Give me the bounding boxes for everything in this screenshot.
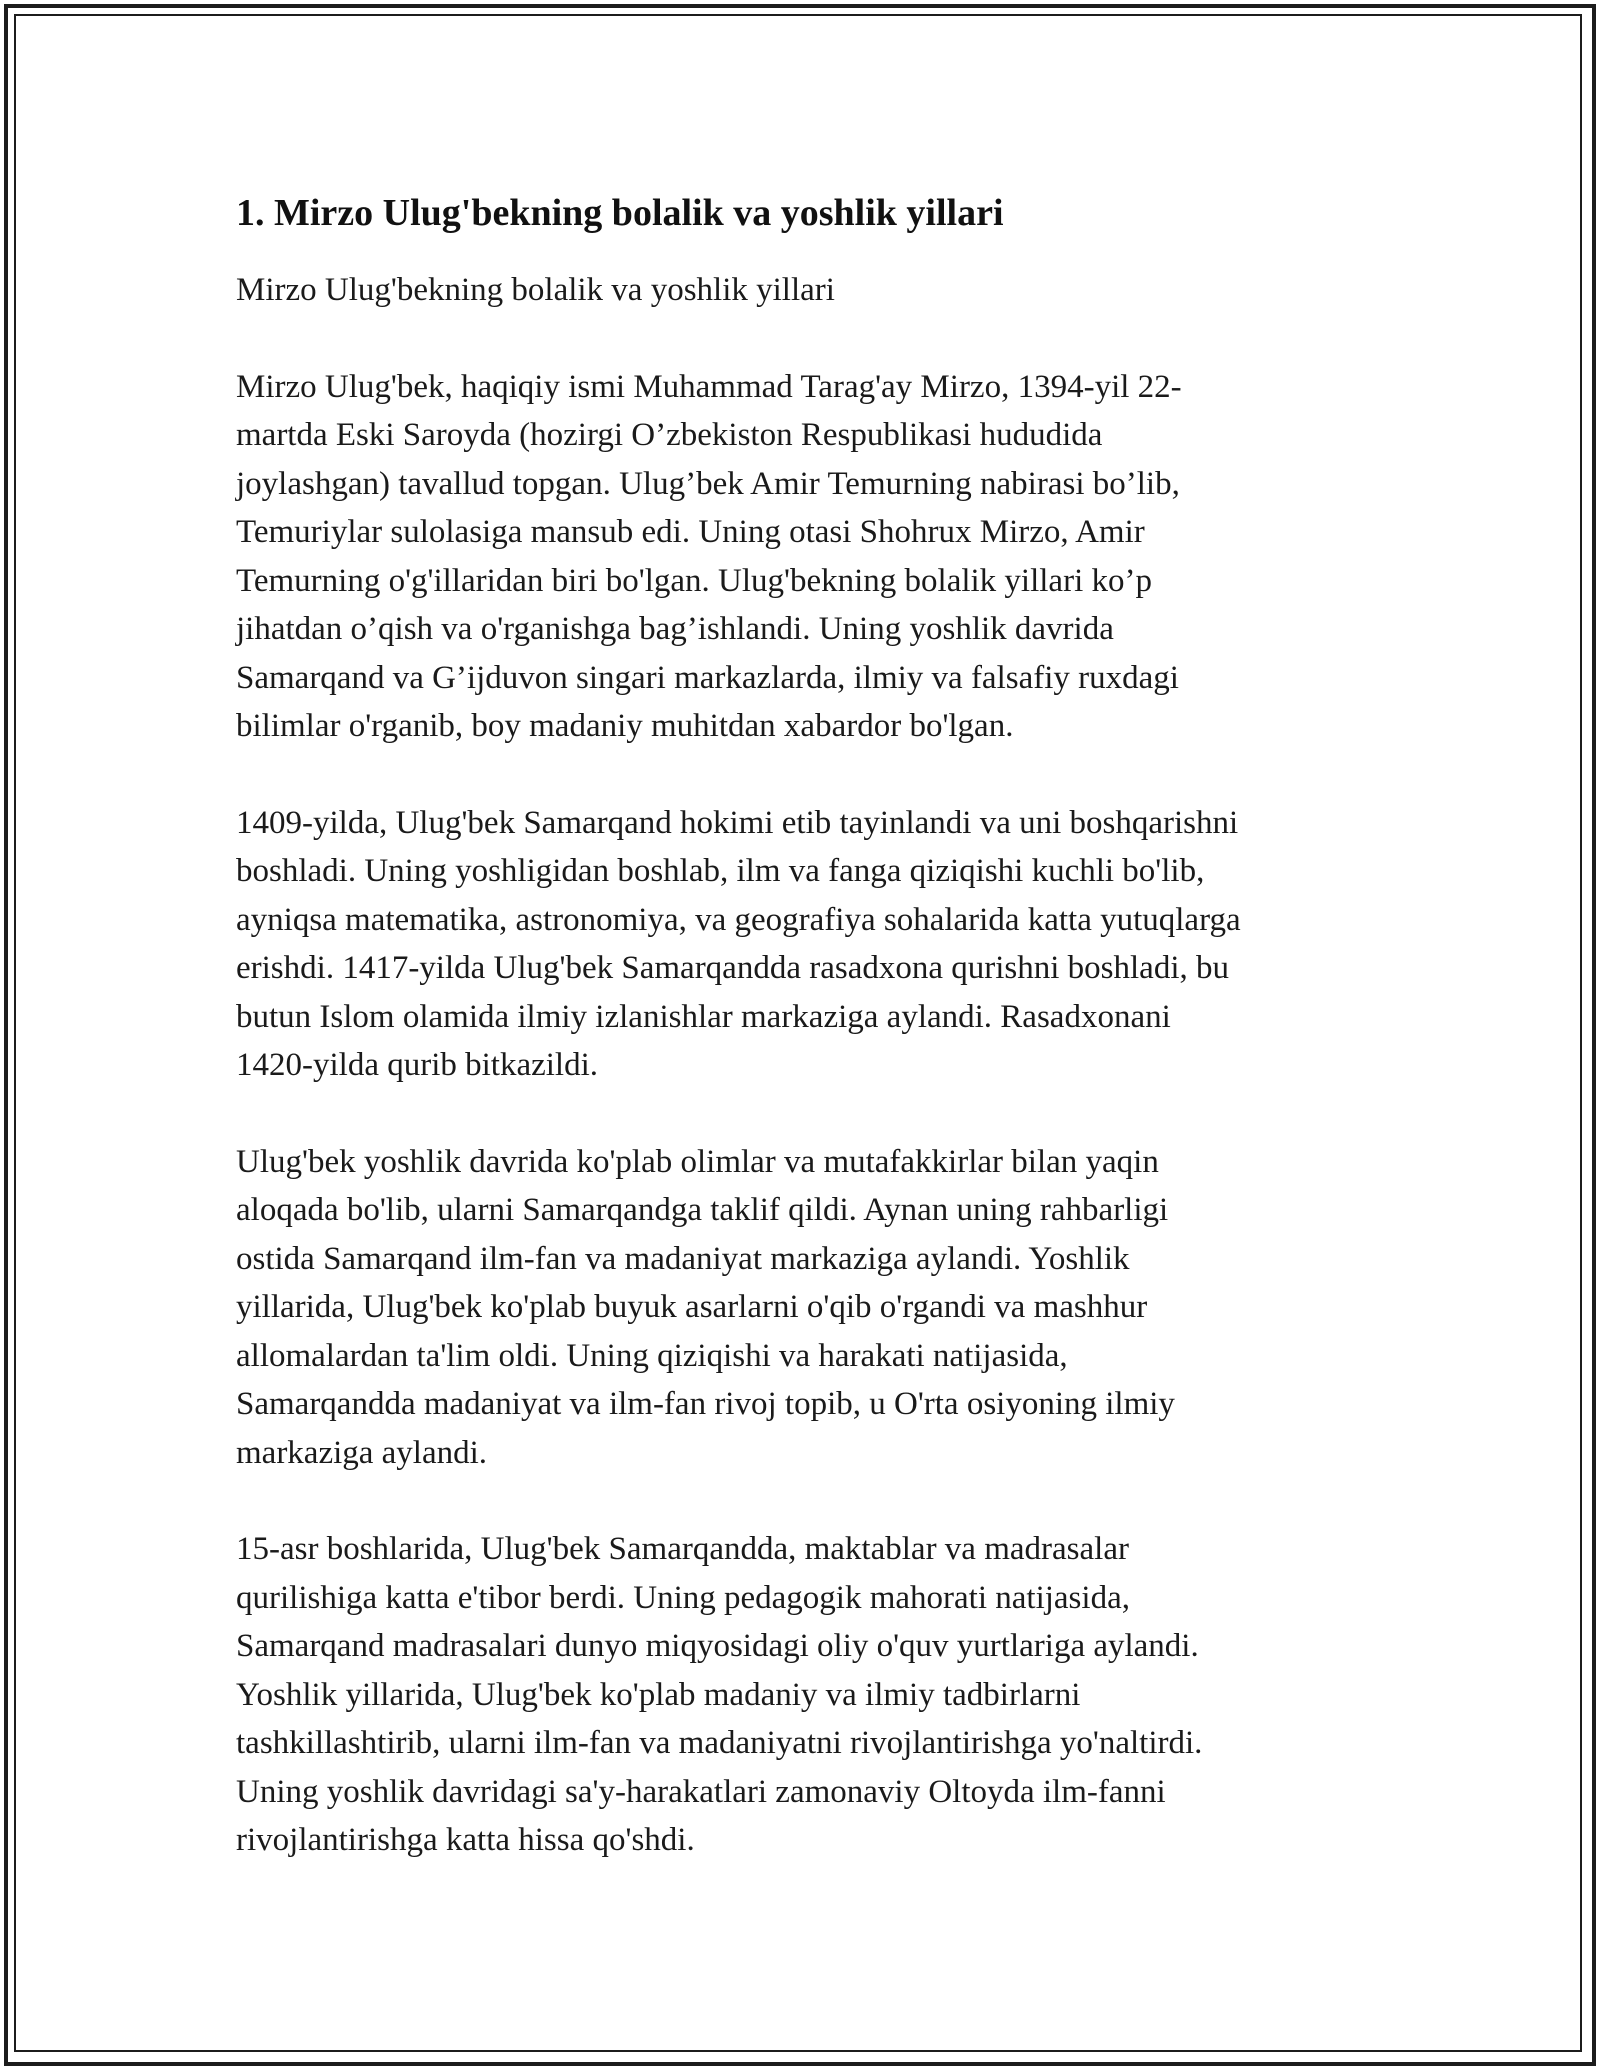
paragraph-governor-and-observatory: 1409-yilda, Ulug'bek Samarqand hokimi etib tayinlandi va uni boshqarishni boshladi. Uning yoshligidan boshlab, ilm va fanga qiziqishi kuchli bo'lib, ayniqsa matematika, astronomiya, va geografiya sohalarida katta yutuqlarga erishdi. 1417-yilda Ulug'bek Samarqandda rasadxona qurishni boshladi, bu butun Islom olamida ilmiy izlanishlar markaziga aylandi. Rasadxonani 1420-yilda qurib bitkazildi. bbox=[236, 804, 1241, 1083]
document-subtitle: Mirzo Ulug'bekning bolalik va yoshlik yillari bbox=[236, 272, 835, 308]
paragraph-birth-and-childhood: Mirzo Ulug'bek, haqiqiy ismi Muhammad Tarag'ay Mirzo, 1394-yil 22- martda Eski Saroyda (hozirgi O’zbekiston Respublikasi hududida joylashgan) tavallud topgan. Ulug’bek Amir Temurning nabirasi bo’lib, Temuriylar sulolasiga mansub edi. Uning otasi Shohrux Mirzo, Amir Temurning o'g'illaridan biri bo'lgan. Ulug'bekning bolalik yillari ko’p jihatdan o’qish va o'rganishga bag’ishlandi. Uning yoshlik davrida Samarqand va G’ijduvon singari markazlarda, ilmiy va falsafiy ruxdagi bilimlar o'rganib, boy madaniy muhitdan xabardor bo'lgan. bbox=[236, 368, 1182, 744]
paragraph-schools-and-madrasas: 15-asr boshlarida, Ulug'bek Samarqandda, maktablar va madrasalar qurilishiga katta e'tibor berdi. Uning pedagogik mahorati natijasida, Samarqand madrasalari dunyo miqyosidagi oliy o'quv yurtlariga aylandi. Yoshlik yillarida, Ulug'bek ko'plab madaniy va ilmiy tadbirlarni tashkillashtirib, ularni ilm-fan va madaniyatni rivojlantirishga yo'naltirdi. Uning yoshlik davridagi sa'y-harakatlari zamonaviy Oltoyda ilm-fanni rivojlantirishga katta hissa qo'shdi. bbox=[236, 1531, 1203, 1858]
paragraph-scholars-and-culture: Ulug'bek yoshlik davrida ko'plab olimlar va mutafakkirlar bilan yaqin aloqada bo'lib, ularni Samarqandga taklif qildi. Aynan uning rahbarligi ostida Samarqand ilm-fan va madaniyat markaziga aylandi. Yoshlik yillarida, Ulug'bek ko'plab buyuk asarlarni o'qib o'rgandi va mashhur allomalardan ta'lim oldi. Uning qiziqishi va harakati natijasida, Samarqandda madaniyat va ilm-fan rivoj topib, u O'rta osiyoning ilmiy markaziga aylandi. bbox=[236, 1143, 1175, 1471]
document-content bbox=[236, 186, 1366, 1913]
page-title: 1. Mirzo Ulug'bekning bolalik va yoshlik yillari bbox=[236, 192, 1004, 234]
